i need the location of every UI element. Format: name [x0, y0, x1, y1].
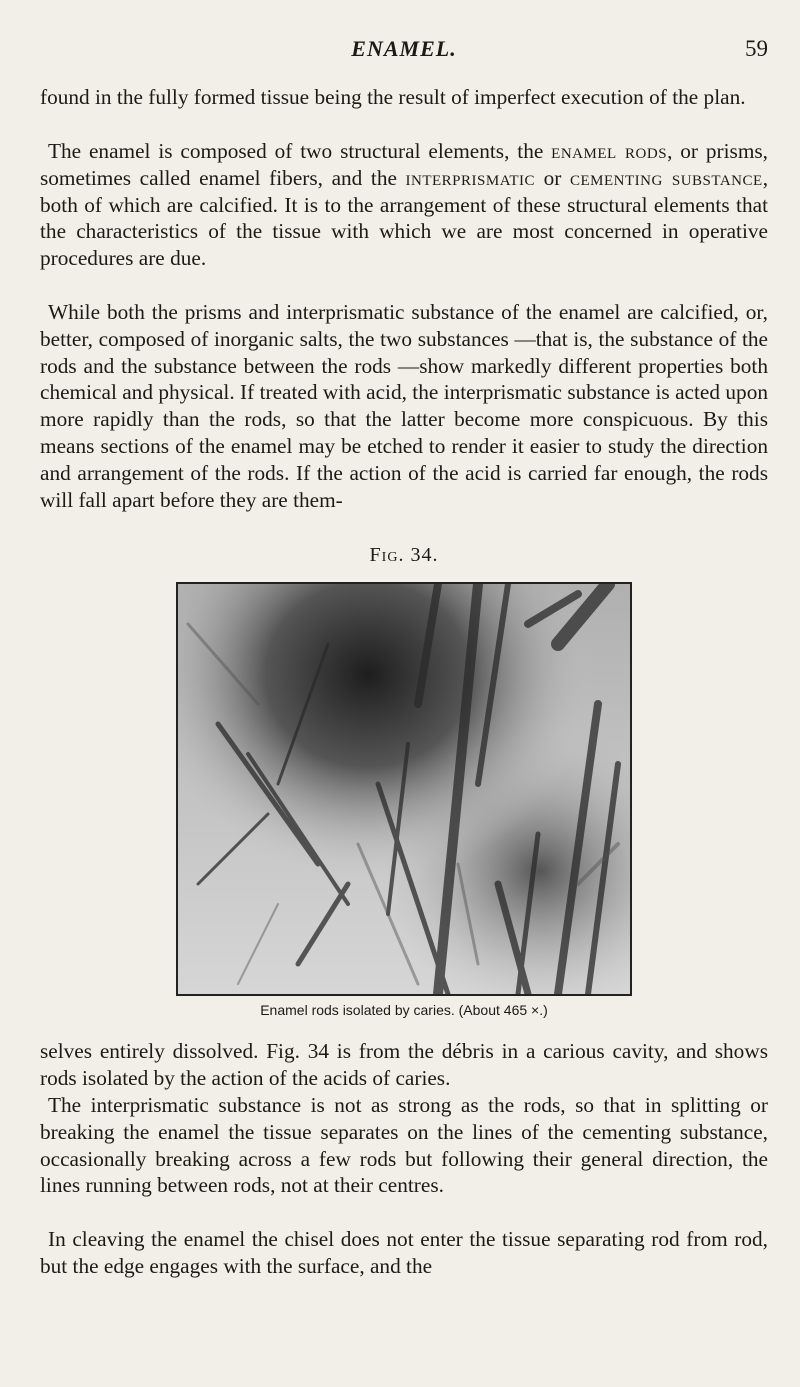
page-number: 59: [745, 36, 768, 61]
paragraph-5: The interprismatic substance is not as strong as the rods, so that in splitting or breaking the enamel the tissue separates on the lines of the cementing substance, occasionally breaking across a few rods but following their general direction, the lines running between rods, not at their centres.: [40, 1093, 768, 1198]
micrograph-image: [178, 584, 630, 994]
paragraph-2-text-a: The enamel is composed of two structural elements, the: [48, 139, 552, 163]
page: [40, 0, 768, 1387]
paragraph-2-text-d: , both of which are calcified. It is to the arrangement of these structural elements that the characteristics of the tissue with which we are most concerned in operative procedures are due.: [40, 165, 769, 271]
paragraph-1: found in the fully formed tissue being the result of imperfect execution of the plan.: [40, 85, 746, 109]
term-cementing-substance: cementing substance: [569, 165, 763, 190]
paragraph-3: While both the prisms and interprismatic substance of the enamel are calcified, or, better, composed of inorganic salts, the two substances —that is, the substance of the rods and the substance between the rods —show markedly different properties both chemical and physical. If treated with acid, the interprismatic substance is acted upon more rapidly than the rods, so that the latter become more conspicuous. By this means sections of the enamel may be etched to render it easier to study the direction and arrangement of the rods. If the action of the acid is carried far enough, the rods will fall apart before they are them-: [40, 300, 768, 512]
paragraph-2-text-c: or: [535, 165, 570, 190]
figure-label: Fig. 34.: [369, 544, 439, 566]
micrograph-figure: [176, 582, 632, 996]
paragraph-4: selves entirely dissolved. Fig. 34 is from the débris in a carious cavity, and shows rods isolated by the action of the acids of caries.: [40, 1039, 768, 1090]
term-interprismatic: interprismatic: [405, 165, 536, 190]
paragraph-6: In cleaving the enamel the chisel does not enter the tissue separating rod from rod, but the edge engages with the surface, and the: [40, 1227, 768, 1278]
term-enamel-rods: enamel rods: [551, 139, 668, 163]
running-head: ENAMEL.: [351, 36, 457, 61]
page-header: [40, 36, 768, 66]
paragraph-2: [40, 138, 768, 272]
figure-caption: Enamel rods isolated by caries. (About 465 ×.): [260, 1002, 548, 1018]
paragraph-2-text-b: , or prisms, sometimes called enamel fibers, and the: [40, 139, 768, 190]
